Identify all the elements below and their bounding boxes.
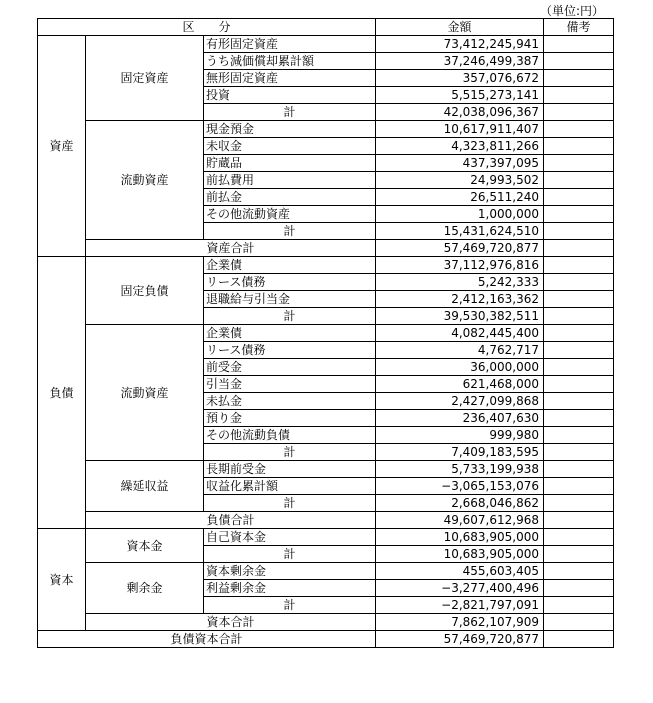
item-amount: 357,076,672 bbox=[376, 70, 544, 87]
item-amount: 24,993,502 bbox=[376, 172, 544, 189]
group-label-fixed: 固定資産 bbox=[86, 36, 204, 121]
header-category: 区 分 bbox=[38, 19, 376, 36]
item-name: 有形固定資産 bbox=[204, 36, 376, 53]
remarks-cell bbox=[544, 393, 614, 410]
remarks-cell bbox=[544, 274, 614, 291]
item-name: 長期前受金 bbox=[204, 461, 376, 478]
item-name: 企業債 bbox=[204, 257, 376, 274]
item-amount: 73,412,245,941 bbox=[376, 36, 544, 53]
header-remarks: 備考 bbox=[544, 19, 614, 36]
section-label-assets: 資産 bbox=[38, 36, 86, 257]
remarks-cell bbox=[544, 36, 614, 53]
subtotal-label: 計 bbox=[204, 444, 376, 461]
item-name: その他流動負債 bbox=[204, 427, 376, 444]
table-row bbox=[38, 121, 614, 138]
remarks-cell bbox=[544, 376, 614, 393]
item-name: 自己資本金 bbox=[204, 529, 376, 546]
remarks-cell bbox=[544, 546, 614, 563]
remarks-cell bbox=[544, 189, 614, 206]
table-row bbox=[38, 529, 614, 546]
remarks-cell bbox=[544, 461, 614, 478]
subtotal-amount: 39,530,382,511 bbox=[376, 308, 544, 325]
table-row bbox=[38, 36, 614, 53]
item-amount: 37,246,499,387 bbox=[376, 53, 544, 70]
table-row bbox=[38, 563, 614, 580]
remarks-cell bbox=[544, 614, 614, 631]
remarks-cell bbox=[544, 359, 614, 376]
remarks-cell bbox=[544, 206, 614, 223]
item-name: 貯蔵品 bbox=[204, 155, 376, 172]
item-name: 預り金 bbox=[204, 410, 376, 427]
remarks-cell bbox=[544, 427, 614, 444]
remarks-cell bbox=[544, 53, 614, 70]
subtotal-label: 計 bbox=[204, 597, 376, 614]
item-name: 引当金 bbox=[204, 376, 376, 393]
item-name: 未払金 bbox=[204, 393, 376, 410]
table-row bbox=[38, 257, 614, 274]
subtotal-amount: 2,668,046,862 bbox=[376, 495, 544, 512]
remarks-cell bbox=[544, 444, 614, 461]
remarks-cell bbox=[544, 410, 614, 427]
item-amount: 1,000,000 bbox=[376, 206, 544, 223]
remarks-cell bbox=[544, 308, 614, 325]
section-label-liabilities: 負債 bbox=[38, 257, 86, 529]
table-header-row bbox=[38, 19, 614, 36]
group-label-surplus: 剰余金 bbox=[86, 563, 204, 614]
item-name: 投資 bbox=[204, 87, 376, 104]
item-name: 未収金 bbox=[204, 138, 376, 155]
subtotal-amount: 15,431,624,510 bbox=[376, 223, 544, 240]
remarks-cell bbox=[544, 172, 614, 189]
subtotal-amount: 7,409,183,595 bbox=[376, 444, 544, 461]
item-amount: 5,733,199,938 bbox=[376, 461, 544, 478]
remarks-cell bbox=[544, 325, 614, 342]
item-name: 前払費用 bbox=[204, 172, 376, 189]
subtotal-label: 計 bbox=[204, 223, 376, 240]
item-amount: 5,242,333 bbox=[376, 274, 544, 291]
item-name: 無形固定資産 bbox=[204, 70, 376, 87]
remarks-cell bbox=[544, 342, 614, 359]
item-amount: 999,980 bbox=[376, 427, 544, 444]
item-name: リース債務 bbox=[204, 342, 376, 359]
balance-sheet-table bbox=[37, 18, 614, 648]
item-amount: −3,277,400,496 bbox=[376, 580, 544, 597]
group-label-stock: 資本金 bbox=[86, 529, 204, 563]
section-total-amount: 49,607,612,968 bbox=[376, 512, 544, 529]
remarks-cell bbox=[544, 580, 614, 597]
grand-total-row bbox=[38, 631, 614, 648]
remarks-cell bbox=[544, 495, 614, 512]
remarks-cell bbox=[544, 121, 614, 138]
subtotal-label: 計 bbox=[204, 104, 376, 121]
item-amount: 5,515,273,141 bbox=[376, 87, 544, 104]
subtotal-amount: 42,038,096,367 bbox=[376, 104, 544, 121]
remarks-cell bbox=[544, 512, 614, 529]
item-amount: 4,082,445,400 bbox=[376, 325, 544, 342]
item-amount: 37,112,976,816 bbox=[376, 257, 544, 274]
section-total-label: 資本合計 bbox=[86, 614, 376, 631]
remarks-cell bbox=[544, 240, 614, 257]
section-total-amount: 57,469,720,877 bbox=[376, 240, 544, 257]
item-amount: 4,323,811,266 bbox=[376, 138, 544, 155]
section-total-label: 負債合計 bbox=[86, 512, 376, 529]
item-name: 利益剰余金 bbox=[204, 580, 376, 597]
grand-total-amount: 57,469,720,877 bbox=[376, 631, 544, 648]
item-name: その他流動資産 bbox=[204, 206, 376, 223]
group-label-fixed: 固定負債 bbox=[86, 257, 204, 325]
header-amount: 金額 bbox=[376, 19, 544, 36]
remarks-cell bbox=[544, 529, 614, 546]
remarks-cell bbox=[544, 87, 614, 104]
section-total-amount: 7,862,107,909 bbox=[376, 614, 544, 631]
remarks-cell bbox=[544, 155, 614, 172]
section-total-row bbox=[38, 512, 614, 529]
item-name: 資本剰余金 bbox=[204, 563, 376, 580]
section-total-row bbox=[38, 614, 614, 631]
table-row bbox=[38, 325, 614, 342]
remarks-cell bbox=[544, 257, 614, 274]
remarks-cell bbox=[544, 223, 614, 240]
item-name: 前受金 bbox=[204, 359, 376, 376]
remarks-cell bbox=[544, 631, 614, 648]
item-amount: 236,407,630 bbox=[376, 410, 544, 427]
remarks-cell bbox=[544, 104, 614, 121]
remarks-cell bbox=[544, 291, 614, 308]
group-label-deferred: 繰延収益 bbox=[86, 461, 204, 512]
subtotal-label: 計 bbox=[204, 546, 376, 563]
remarks-cell bbox=[544, 138, 614, 155]
grand-total-label: 負債資本合計 bbox=[38, 631, 376, 648]
item-amount: 4,762,717 bbox=[376, 342, 544, 359]
item-amount: 36,000,000 bbox=[376, 359, 544, 376]
item-name: 退職給与引当金 bbox=[204, 291, 376, 308]
item-name: 企業債 bbox=[204, 325, 376, 342]
remarks-cell bbox=[544, 597, 614, 614]
group-label-current: 流動資産 bbox=[86, 325, 204, 461]
group-label-current: 流動資産 bbox=[86, 121, 204, 240]
item-name: 前払金 bbox=[204, 189, 376, 206]
item-name: 収益化累計額 bbox=[204, 478, 376, 495]
table-row bbox=[38, 461, 614, 478]
section-label-capital: 資本 bbox=[38, 529, 86, 631]
remarks-cell bbox=[544, 563, 614, 580]
item-amount: 621,468,000 bbox=[376, 376, 544, 393]
item-name: 現金預金 bbox=[204, 121, 376, 138]
subtotal-amount: −2,821,797,091 bbox=[376, 597, 544, 614]
item-amount: −3,065,153,076 bbox=[376, 478, 544, 495]
subtotal-label: 計 bbox=[204, 308, 376, 325]
section-total-row bbox=[38, 240, 614, 257]
unit-label: （単位:円） bbox=[540, 4, 605, 18]
section-total-label: 資産合計 bbox=[86, 240, 376, 257]
subtotal-amount: 10,683,905,000 bbox=[376, 546, 544, 563]
balance-sheet-body bbox=[38, 19, 614, 648]
item-amount: 26,511,240 bbox=[376, 189, 544, 206]
item-amount: 10,683,905,000 bbox=[376, 529, 544, 546]
item-name: リース債務 bbox=[204, 274, 376, 291]
remarks-cell bbox=[544, 70, 614, 87]
item-amount: 10,617,911,407 bbox=[376, 121, 544, 138]
subtotal-label: 計 bbox=[204, 495, 376, 512]
item-amount: 437,397,095 bbox=[376, 155, 544, 172]
item-name: うち減価償却累計額 bbox=[204, 53, 376, 70]
item-amount: 2,412,163,362 bbox=[376, 291, 544, 308]
item-amount: 455,603,405 bbox=[376, 563, 544, 580]
remarks-cell bbox=[544, 478, 614, 495]
item-amount: 2,427,099,868 bbox=[376, 393, 544, 410]
